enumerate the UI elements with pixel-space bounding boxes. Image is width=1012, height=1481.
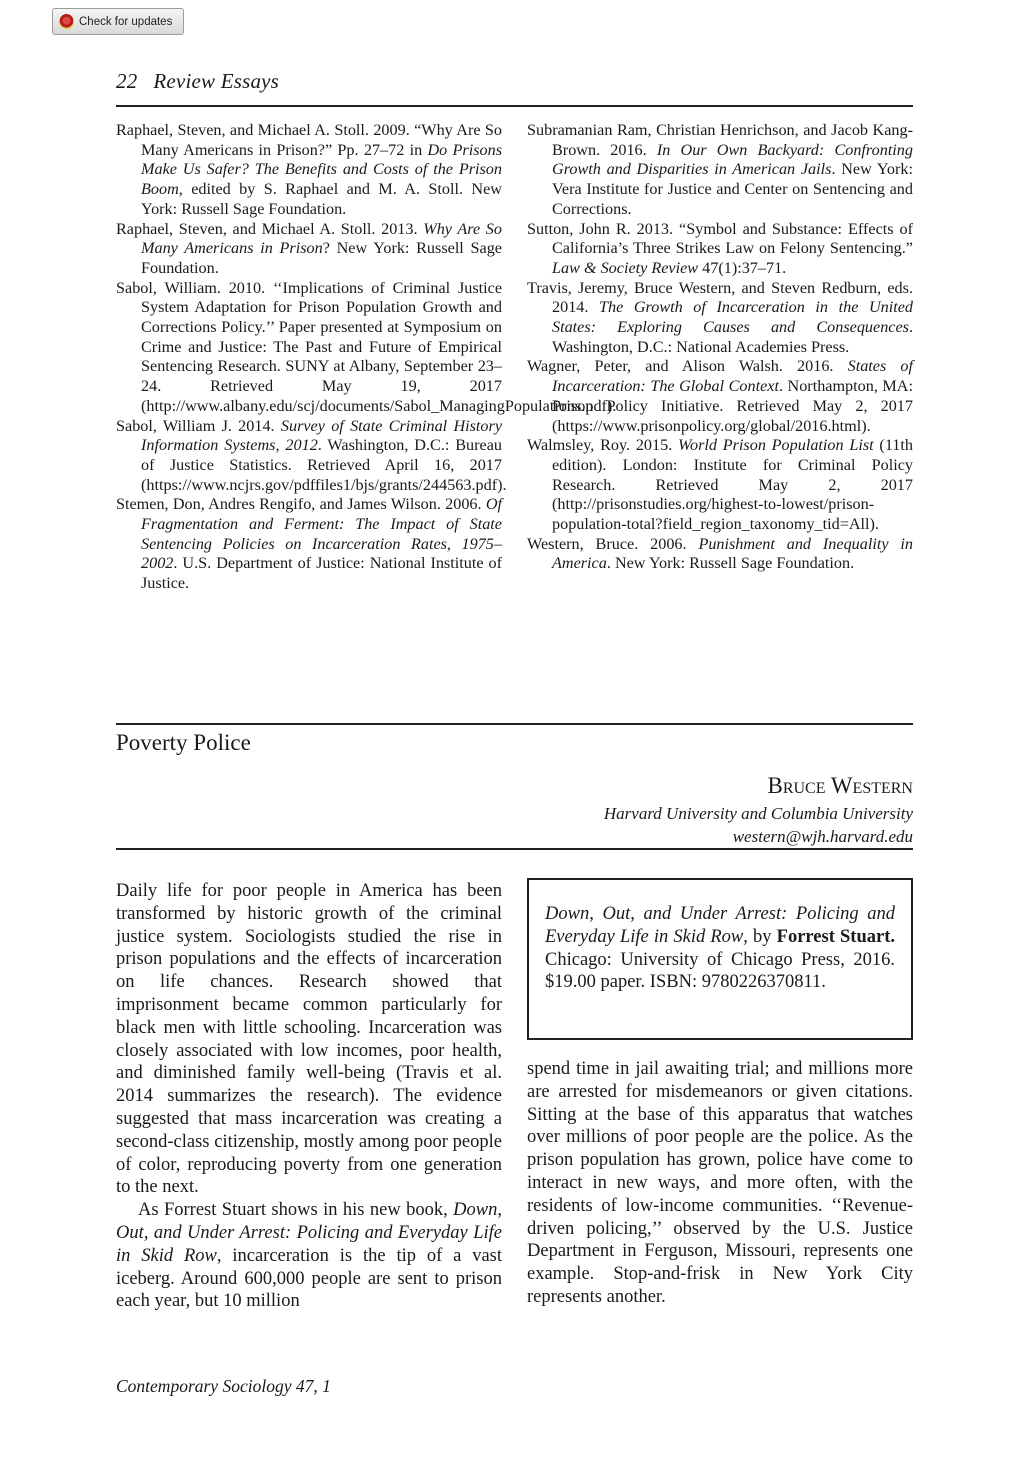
article-title: Poverty Police (116, 730, 251, 755)
running-head (116, 69, 279, 94)
header-rule (116, 105, 913, 107)
check-for-updates-label: Check for updates (79, 15, 173, 28)
crossmark-icon (59, 14, 74, 29)
reference-entry: Wagner, Peter, and Alison Walsh. 2016. States of Incarceration: The Global Context. Northampton, MA: Prison Policy Initiative. Retrieved May 2, 2017 (https://www.prisonpolicy.org/global/2016.html). (527, 357, 913, 435)
author-email: western@wjh.harvard.edu (732, 827, 913, 846)
reference-entry: Stemen, Don, Andres Rengifo, and James Wilson. 2006. Of Fragmentation and Ferment: The Impact of State Sentencing Policies on Incarceration Rates, 1975–2002. U.S. Department of Justice: National Institute of Justice. (116, 495, 502, 593)
references-left-column (116, 121, 617, 594)
reference-entry: Western, Bruce. 2006. Punishment and Inequality in America. New York: Russell Sage Foundation. (527, 534, 913, 573)
page-number: 22 (116, 69, 138, 93)
section-rule-top (116, 723, 913, 725)
author-affiliation: Harvard University and Columbia University (603, 804, 913, 823)
journal-footer: Contemporary Sociology 47, 1 (116, 1376, 331, 1396)
author-name: Bruce Western (767, 773, 913, 798)
reference-entry: Sabol, William J. 2014. Survey of State Criminal History Information Systems, 2012. Washington, D.C.: Bureau of Justice Statistics. Retrieved April 16, 2017 (https://www.ncjrs.gov/pdffiles1/bjs/grants/244563.pdf). (116, 416, 507, 494)
section-rule-bottom (116, 848, 913, 850)
body-paragraph: As Forrest Stuart shows in his new book, Down, Out, and Under Arrest: Policing and Everyday Life in Skid Row, incarceration is the tip of a vast iceberg. Around 600,000 people are sent to prison each year, but 10 million (116, 1200, 502, 1312)
reference-entry: Raphael, Steven, and Michael A. Stoll. 2013. Why Are So Many Americans in Prison? New York: Russell Sage Foundation. (116, 219, 502, 277)
section-title: Review Essays (153, 69, 280, 93)
reference-entry: Raphael, Steven, and Michael A. Stoll. 2009. “Why Are So Many Americans in Prison?” Pp. 27–72 in Do Prisons Make Us Safer? The Benefits and Costs of the Prison Boom, edited by S. Raphael and M. A. Stoll. New York: Russell Sage Foundation. (116, 121, 502, 218)
author-affiliation-block (604, 802, 913, 848)
reference-entry: Travis, Jeremy, Bruce Western, and Steven Redburn, eds. 2014. The Growth of Incarceration in the United States: Exploring Causes and Consequences. Washington, D.C.: National Academies Press. (527, 278, 914, 356)
book-details: Chicago: University of Chicago Press, 2016. $19.00 paper. ISBN: 9780226370811. (545, 949, 895, 993)
reference-entry: Subramanian Ram, Christian Henrichson, and Jacob Kang-Brown. 2016. In Our Own Backyard: Confronting Growth and Disparities in American Jails. New York: Vera Institute for Justice and Center on Sentencing and Corrections. (527, 121, 914, 218)
check-for-updates-button[interactable] (52, 8, 184, 35)
body-paragraph: Daily life for poor people in America has been transformed by historic growth of the criminal justice system. Sociologists studied the rise in prison populations and the effects of incarceration on life chances. Research showed that imprisonment became common particularly for black men with little schooling. Incarceration was closely associated with low incomes, poor health, and diminished family well-being (Travis et al. 2014 summarizes the research). The evidence suggested that mass incarceration was creating a second-class citizenship, mostly among poor people of color, reproducing poverty from one generation to the next. (116, 881, 502, 1198)
reference-entry: Walmsley, Roy. 2015. World Prison Population List (11th edition). London: Institute for Criminal Policy Research. Retrieved May 2, 2017 (http://prisonstudies.org/highest-to-lowest/prison-population-total?field_region_taxonomy_tid=All). (527, 436, 913, 534)
body-right-column (527, 1058, 913, 1309)
body-left-column (116, 880, 502, 1313)
book-info-box: Down, Out, and Under Arrest: Policing and Everyday Life in Skid Row, by Forrest Stuart. Chicago: University of Chicago Press, 2016. $19.00 paper. ISBN: 9780226370811. (527, 878, 913, 1040)
book-title: Down, Out, and Under Arrest: Policing and Everyday Life in Skid Row (545, 904, 895, 947)
reference-entry: Sutton, John R. 2013. “Symbol and Substance: Effects of California’s Three Strikes Law on Felony Sentencing.” Law & Society Review 47(1):37–71. (527, 219, 913, 277)
body-paragraph: spend time in jail awaiting trial; and millions more are arrested for misdemeanors or given citations. Sitting at the base of this apparatus that watches over millions of poor people are the police. As the prison population has grown, police have come to interact in new ways, and more often, with the residents of low-income communities. ‘‘Revenue-driven policing,’’ observed by the U.S. Justice Department in Ferguson, Missouri, represents one example. Stop-and-frisk in New York City represents another. (527, 1059, 913, 1307)
book-author: Forrest Stuart. (776, 926, 895, 947)
references-right-column (527, 121, 913, 574)
reference-entry: Sabol, William. 2010. ‘‘Implications of Criminal Justice System Adaptation for Prison Population Growth and Corrections Policy.’’ Paper presented at Symposium on Crime and Justice: The Past and Future of Empirical Sentencing Research. SUNY at Albany, September 23–24. Retrieved May 19, 2017 (http://www.albany.edu/scj/documents/Sabol_ManagingPopulations.pdf). (116, 278, 617, 415)
